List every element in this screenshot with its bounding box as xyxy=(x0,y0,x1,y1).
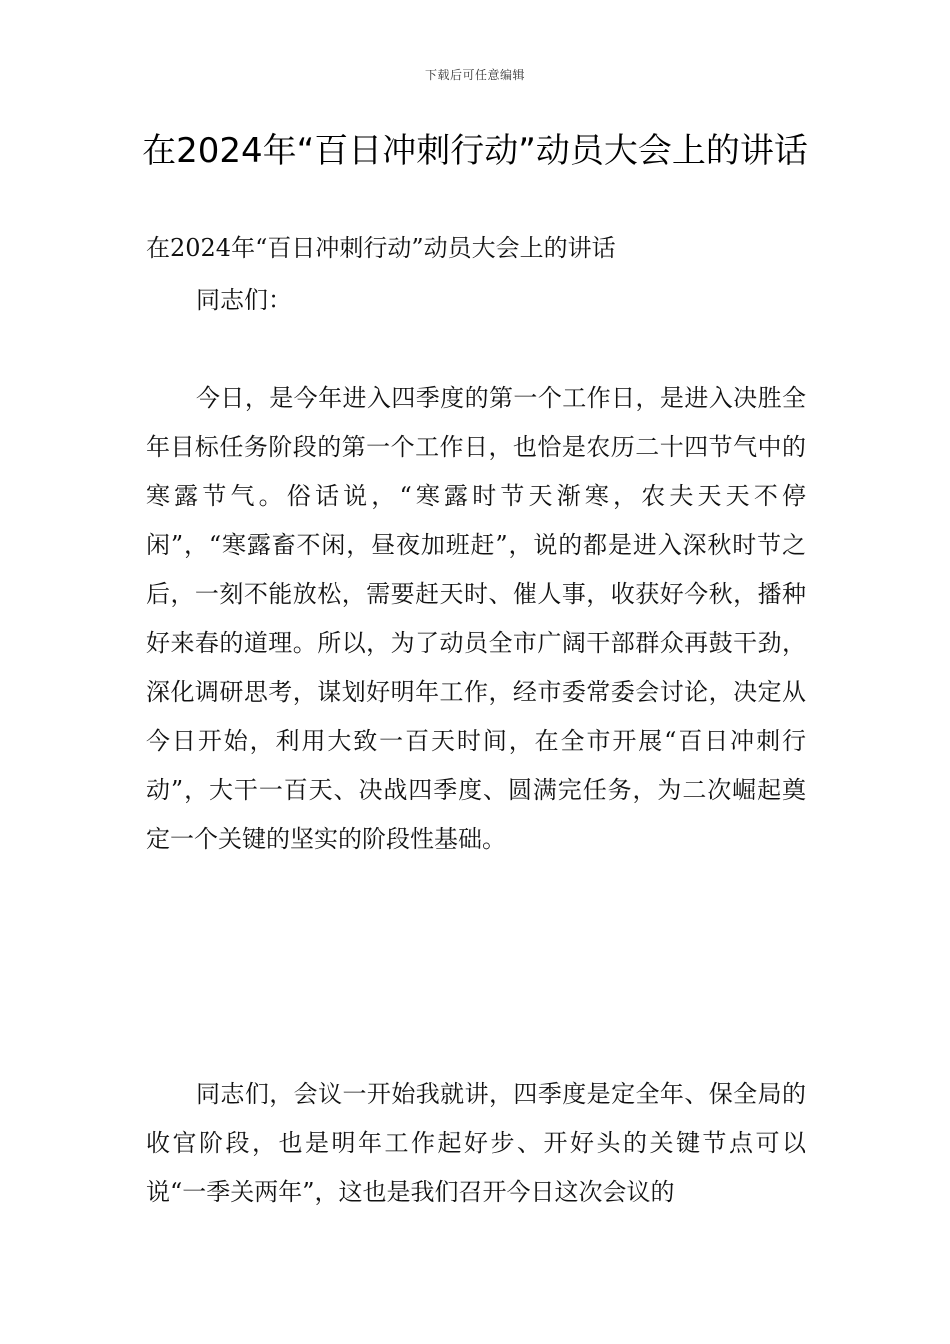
body-paragraph-1: 今日，是今年进入四季度的第一个工作日，是进入决胜全年目标任务阶段的第一个工作日，也恰是农历二十四节气中的寒露节气。俗话说，“寒露时节天渐寒，农夫天天不停闲”，“寒露畜不闲，昼夜加班赶”，说的都是进入深秋时节之后，一刻不能放松，需要赶天时、催人事，收获好今秋，播种好来春的道理。所以，为了动员全市广阔干部群众再鼓干劲，深化调研思考，谋划好明年工作，经市委常委会讨论，决定从今日开始，利用大致一百天时间，在全市开展“百日冲刺行动”，大干一百天、决战四季度、圆满完任务，为二次崛起奠定一个关键的坚实的阶段性基础。 xyxy=(146,384,806,853)
salutation: 同志们： xyxy=(196,286,292,314)
document-title: 在2024年“百日冲刺行动”动员大会上的讲话 xyxy=(142,131,808,171)
body-paragraph-2: 同志们，会议一开始我就讲，四季度是定全年、保全局的收官阶段，也是明年工作起好步、开好头的关键节点可以说“一季关两年”，这也是我们召开今日这次会议的 xyxy=(146,1080,806,1206)
document-subtitle: 在2024年“百日冲刺行动”动员大会上的讲话 xyxy=(146,234,616,262)
header-note: 下载后可任意编辑 xyxy=(424,68,525,82)
